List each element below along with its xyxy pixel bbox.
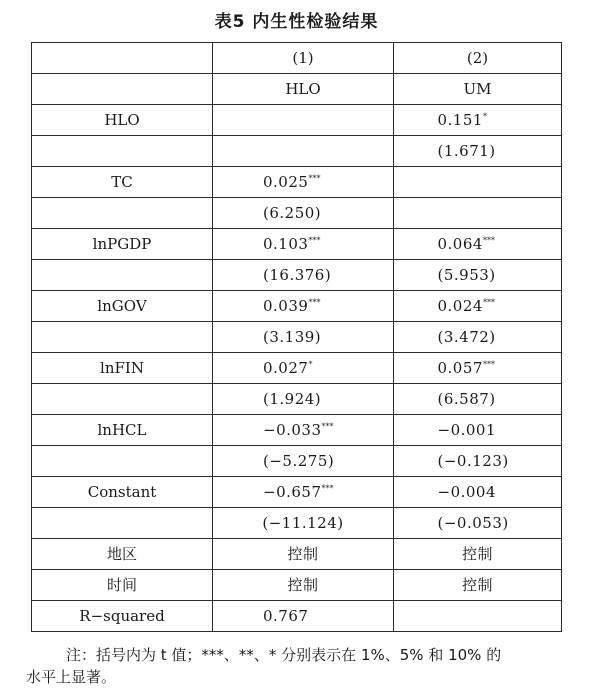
table-row xyxy=(32,136,562,167)
value-cell-c2 xyxy=(394,105,562,136)
row-label: HLO xyxy=(32,105,213,136)
cell-value: 0.027* xyxy=(263,359,313,377)
cell-value: 控制 xyxy=(461,545,493,563)
value-cell-c2 xyxy=(394,415,562,446)
value-cell-c2 xyxy=(394,136,562,167)
value-cell-c1 xyxy=(213,570,394,601)
value-cell-c1 xyxy=(213,477,394,508)
value-cell-c1 xyxy=(213,198,394,229)
significance-stars: * xyxy=(308,360,313,369)
value-cell-c2 xyxy=(394,446,562,477)
cell-value: (−5.275) xyxy=(263,452,335,470)
row-label xyxy=(32,198,213,229)
table-row xyxy=(32,229,562,260)
cell-value: (−0.123) xyxy=(437,452,509,470)
table-row xyxy=(32,539,562,570)
significance-stars: *** xyxy=(308,236,321,245)
value-cell-c2 xyxy=(394,601,562,632)
table-row xyxy=(32,415,562,446)
value-cell-c2 xyxy=(394,477,562,508)
row-label: Constant xyxy=(32,477,213,508)
value-cell-c1 xyxy=(213,260,394,291)
cell-value: (−11.124) xyxy=(262,514,344,532)
value-cell-c1 xyxy=(213,415,394,446)
results-table xyxy=(31,42,562,632)
significance-stars: *** xyxy=(482,360,495,369)
row-label xyxy=(32,508,213,539)
cell-value: −0.004 xyxy=(437,483,497,501)
row-label xyxy=(32,384,213,415)
table-row xyxy=(32,198,562,229)
row-label: lnPGDP xyxy=(32,229,213,260)
significance-stars: * xyxy=(482,112,487,121)
header-col-1-var: HLO xyxy=(213,74,394,105)
value-cell-c2 xyxy=(394,167,562,198)
value-cell-c1 xyxy=(213,384,394,415)
table-row xyxy=(32,508,562,539)
cell-value: 0.025*** xyxy=(263,173,321,191)
value-cell-c2 xyxy=(394,508,562,539)
value-cell-c2 xyxy=(394,198,562,229)
table-row xyxy=(32,353,562,384)
cell-value: (1.671) xyxy=(437,142,496,160)
cell-value: 0.151* xyxy=(437,111,487,129)
cell-value: 0.103*** xyxy=(263,235,321,253)
value-cell-c1 xyxy=(213,229,394,260)
value-cell-c1 xyxy=(213,508,394,539)
header-col-2-number: (2) xyxy=(394,43,562,74)
header-row-vars xyxy=(32,74,562,105)
row-label xyxy=(32,136,213,167)
value-cell-c1 xyxy=(213,353,394,384)
table-row xyxy=(32,446,562,477)
table-row xyxy=(32,384,562,415)
cell-value: 控制 xyxy=(461,576,493,594)
row-label: TC xyxy=(32,167,213,198)
row-label: lnGOV xyxy=(32,291,213,322)
row-label: lnFIN xyxy=(32,353,213,384)
table-row xyxy=(32,167,562,198)
value-cell-c2 xyxy=(394,570,562,601)
row-label: R−squared xyxy=(32,601,213,632)
header-row-numbers xyxy=(32,43,562,74)
significance-stars: *** xyxy=(482,298,495,307)
value-cell-c1 xyxy=(213,601,394,632)
value-cell-c1 xyxy=(213,446,394,477)
header-corner-cell xyxy=(32,74,213,105)
cell-value: 0.057*** xyxy=(437,359,495,377)
value-cell-c2 xyxy=(394,260,562,291)
cell-value: −0.033*** xyxy=(263,421,334,439)
row-label: lnHCL xyxy=(32,415,213,446)
results-table-body xyxy=(32,43,562,632)
cell-value: (−0.053) xyxy=(437,514,509,532)
cell-value: 0.024*** xyxy=(437,297,495,315)
table-row xyxy=(32,291,562,322)
table-row xyxy=(32,322,562,353)
cell-value: −0.657*** xyxy=(263,483,334,501)
cell-value: 0.039*** xyxy=(263,297,321,315)
value-cell-c2 xyxy=(394,291,562,322)
value-cell-c2 xyxy=(394,539,562,570)
cell-value: (3.472) xyxy=(437,328,496,346)
cell-value: (16.376) xyxy=(263,266,332,284)
table-title: 表5 内生性检验结果 xyxy=(214,12,379,32)
cell-value: (6.250) xyxy=(263,204,322,222)
row-label xyxy=(32,260,213,291)
table-row xyxy=(32,570,562,601)
value-cell-c2 xyxy=(394,322,562,353)
cell-value: 0.767 xyxy=(263,607,309,625)
table-note xyxy=(0,644,593,688)
cell-value: 控制 xyxy=(287,576,319,594)
value-cell-c1 xyxy=(213,539,394,570)
cell-value: −0.001 xyxy=(437,421,497,439)
table-row xyxy=(32,601,562,632)
significance-stars: *** xyxy=(321,484,334,493)
value-cell-c2 xyxy=(394,353,562,384)
table-row xyxy=(32,105,562,136)
header-col-1-number: (1) xyxy=(213,43,394,74)
row-label xyxy=(32,446,213,477)
value-cell-c1 xyxy=(213,167,394,198)
header-col-2-var: UM xyxy=(394,74,562,105)
cell-value: (6.587) xyxy=(437,390,496,408)
cell-value: (1.924) xyxy=(263,390,322,408)
cell-value: (5.953) xyxy=(437,266,496,284)
value-cell-c2 xyxy=(394,229,562,260)
significance-stars: *** xyxy=(482,236,495,245)
table-row xyxy=(32,260,562,291)
cell-value: 0.064*** xyxy=(437,235,495,253)
significance-stars: *** xyxy=(308,298,321,307)
cell-value: 控制 xyxy=(287,545,319,563)
table-row xyxy=(32,477,562,508)
significance-stars: *** xyxy=(321,422,334,431)
value-cell-c1 xyxy=(213,291,394,322)
value-cell-c1 xyxy=(213,136,394,167)
significance-stars: *** xyxy=(308,174,321,183)
row-label: 地区 xyxy=(32,539,213,570)
note-line-2: 水平上显著。 xyxy=(26,668,117,686)
value-cell-c1 xyxy=(213,105,394,136)
header-corner-cell xyxy=(32,43,213,74)
value-cell-c2 xyxy=(394,384,562,415)
cell-value: (3.139) xyxy=(263,328,322,346)
row-label xyxy=(32,322,213,353)
value-cell-c1 xyxy=(213,322,394,353)
note-line-1: 注：括号内为 t 值；***、**、* 分别表示在 1%、5% 和 10% 的 xyxy=(66,646,502,664)
row-label: 时间 xyxy=(32,570,213,601)
